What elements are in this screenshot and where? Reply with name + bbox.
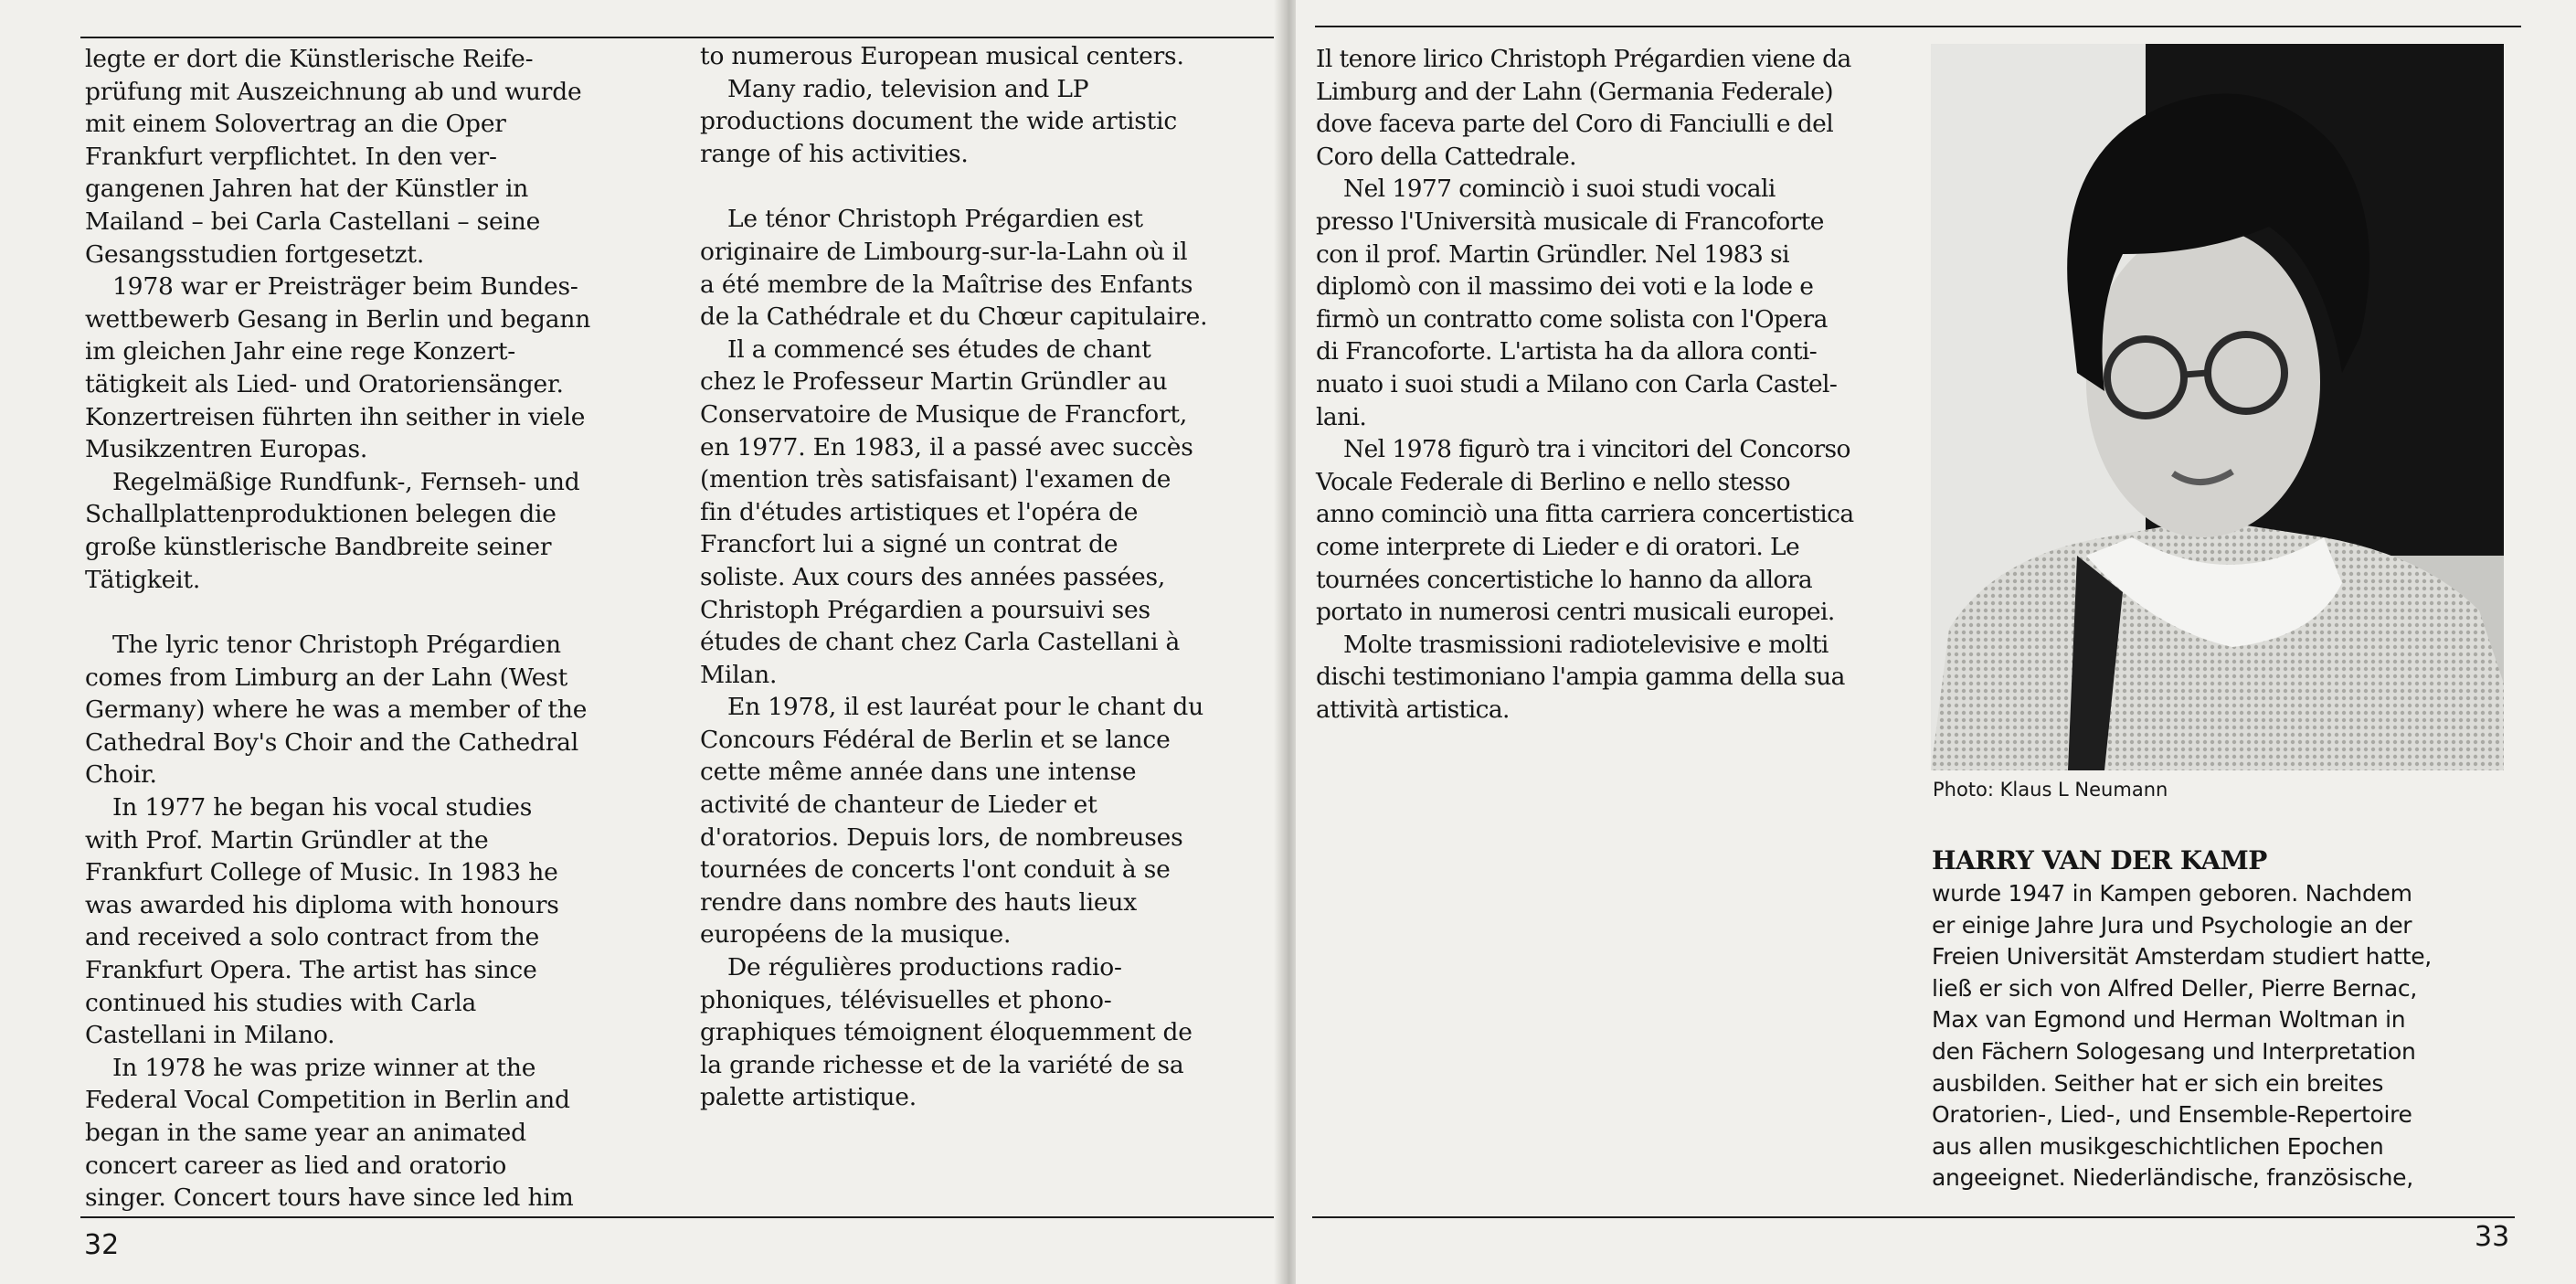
bio-line: er einige Jahre Jura und Psychologie an der: [1932, 911, 2412, 939]
paragraph-gap: [700, 170, 1207, 203]
text-line: mit einem Solovertrag an die Oper: [85, 110, 506, 139]
text-line: chez le Professeur Martin Gründler au: [700, 367, 1168, 397]
text-line: continued his studies with Carla: [85, 988, 477, 1017]
text-line: Cathedral Boy's Choir and the Cathedral: [85, 727, 579, 757]
text-line: Germany) where he was a member of the: [85, 695, 588, 725]
text-line: was awarded his diploma with honours: [85, 890, 559, 919]
text-line: graphiques témoignent éloquemment de: [700, 1018, 1193, 1047]
text-line: dove faceva parte del Coro di Fanciulli e del: [1316, 110, 1834, 139]
text-line: legte er dort die Künstlerische Reife-: [85, 45, 534, 73]
text-line: (mention très satisfaisant) l'examen de: [700, 465, 1171, 494]
text-line: Limburg and der Lahn (Germania Federale): [1316, 77, 1834, 106]
text-line: Federal Vocal Competition in Berlin and: [85, 1086, 570, 1115]
text-line: tätigkeit als Lied- und Oratoriensänger.: [85, 369, 564, 398]
left-column-german-english: [85, 43, 590, 1215]
text-line: Molte trasmissioni radiotelevisive e molti: [1343, 630, 1829, 659]
left-column-english-french: [700, 40, 1207, 1114]
text-line: activité de chanteur de Lieder et: [700, 791, 1097, 820]
portrait-image: [1931, 44, 2504, 770]
bio-line: Freien Universität Amsterdam studiert hatte,: [1932, 943, 2432, 971]
text-line: nuato i suoi studi a Milano con Carla Castel-: [1316, 369, 1838, 398]
text-line: Regelmäßige Rundfunk-, Fernseh- und: [112, 467, 580, 496]
paragraph-gap: [85, 596, 590, 629]
text-line: productions document the wide artistic: [700, 107, 1178, 136]
text-line: diplomò con il massimo dei voti e la lode e: [1316, 272, 1814, 302]
text-line: Frankfurt College of Music. In 1983 he: [85, 858, 558, 887]
text-line: rendre dans nombre des hauts lieux: [700, 887, 1138, 917]
text-line: Tätigkeit.: [85, 565, 201, 594]
text-line: Choir.: [85, 760, 157, 790]
photo-caption: Photo: Klaus L Neumann: [1933, 779, 2168, 801]
text-line: De régulières productions radio-: [727, 953, 1122, 982]
page-number-right: 33: [2475, 1221, 2510, 1253]
bottom-rule: [80, 1216, 1275, 1218]
text-line: Il a commencé ses études de chant: [727, 334, 1151, 364]
text-line: con il prof. Martin Gründler. Nel 1983 si: [1316, 239, 1789, 269]
text-line: portato in numerosi centri musicali europei.: [1316, 598, 1835, 627]
text-line: began in the same year an animated: [85, 1119, 526, 1147]
portrait-photo: [1931, 44, 2504, 770]
text-line: Concours Fédéral de Berlin et se lance: [700, 725, 1171, 754]
text-line: soliste. Aux cours des années passées,: [700, 562, 1166, 591]
text-line: En 1978, il est lauréat pour le chant du: [727, 693, 1203, 722]
text-line: Many radio, television and LP: [727, 74, 1089, 103]
text-line: Vocale Federale di Berlino e nello stesso: [1316, 467, 1790, 496]
text-line: Coro della Cattedrale.: [1316, 142, 1576, 171]
bio-line: aus allen musikgeschichtlichen Epochen: [1932, 1132, 2384, 1160]
text-line: come interprete di Lieder e di oratori. Le: [1316, 532, 1800, 561]
text-line: études de chant chez Carla Castellani à: [700, 628, 1181, 657]
text-line: Musikzentren Europas.: [85, 435, 368, 464]
text-line: Il tenore lirico Christoph Prégardien viene da: [1316, 45, 1851, 73]
bio-line: angeeignet. Niederländische, französische,: [1932, 1164, 2413, 1192]
text-line: tournées de concerts l'ont conduit à se: [700, 855, 1171, 885]
bottom-rule: [1312, 1216, 2515, 1218]
text-line: fin d'études artistiques et l'opéra de: [700, 497, 1139, 526]
text-line: Christoph Prégardien a poursuivi ses: [700, 595, 1150, 624]
text-line: la grande richesse et de la variété de sa: [700, 1050, 1184, 1079]
text-line: comes from Limburg an der Lahn (West: [85, 663, 568, 692]
text-line: Nel 1977 cominciò i suoi studi vocali: [1343, 175, 1776, 204]
page-number-left: 32: [84, 1229, 120, 1261]
top-rule: [80, 37, 1275, 38]
text-line: concert career as lied and oratorio: [85, 1151, 507, 1180]
text-line: and received a solo contract from the: [85, 923, 540, 952]
text-line: anno cominciò una fitta carriera concertistica: [1316, 500, 1854, 529]
text-line: im gleichen Jahr eine rege Konzert-: [85, 337, 516, 366]
text-line: européens de la musique.: [700, 920, 1012, 950]
text-line: palette artistique.: [700, 1083, 917, 1112]
text-line: Castellani in Milano.: [85, 1021, 335, 1050]
text-line: 1978 war er Preisträger beim Bundes-: [112, 272, 578, 302]
text-line: Milan.: [700, 660, 778, 689]
text-line: Le ténor Christoph Prégardien est: [727, 205, 1143, 234]
bio-line: Max van Egmond und Herman Woltman in: [1932, 1006, 2406, 1034]
text-line: Nel 1978 figurò tra i vincitori del Concorso: [1343, 435, 1850, 464]
text-line: Francfort lui a signé un contrat de: [700, 530, 1118, 559]
text-line: In 1977 he began his vocal studies: [112, 793, 533, 822]
bio-line: wurde 1947 in Kampen geboren. Nachdem: [1932, 880, 2412, 907]
text-line: a été membre de la Maîtrise des Enfants: [700, 270, 1193, 299]
text-line: gangenen Jahren hat der Künstler in: [85, 175, 529, 204]
text-line: originaire de Limbourg-sur-la-Lahn où il: [700, 237, 1188, 266]
text-line: range of his activities.: [700, 139, 969, 168]
top-rule: [1315, 26, 2521, 27]
text-line: di Francoforte. L'artista ha da allora conti-: [1316, 337, 1818, 366]
bio-heading: HARRY VAN DER KAMP: [1932, 845, 2267, 875]
text-line: attività artistica.: [1316, 695, 1510, 724]
text-line: Mailand – bei Carla Castellani – seine: [85, 207, 541, 236]
text-line: firmò un contratto come solista con l'Opera: [1316, 304, 1828, 334]
text-line: dischi testimoniano l'ampia gamma della sua: [1316, 663, 1845, 692]
bio-line: den Fächern Sologesang und Interpretation: [1932, 1037, 2416, 1065]
text-line: In 1978 he was prize winner at the: [112, 1053, 536, 1082]
text-line: Frankfurt Opera. The artist has since: [85, 956, 537, 985]
text-line: Konzertreisen führten ihn seither in viele: [85, 402, 586, 431]
text-line: presso l'Università musicale di Francoforte: [1316, 207, 1824, 236]
text-line: to numerous European musical centers.: [700, 42, 1184, 70]
bio-line: ließ er sich von Alfred Deller, Pierre Bernac,: [1932, 974, 2417, 1002]
text-line: Frankfurt verpflichtet. In den ver-: [85, 142, 497, 171]
text-line: prüfung mit Auszeichnung ab und wurde: [85, 77, 582, 106]
bio-text: [1932, 878, 2432, 1194]
text-line: The lyric tenor Christoph Prégardien: [112, 631, 561, 660]
text-line: de la Cathédrale et du Chœur capitulaire.: [700, 302, 1208, 332]
left-page: [0, 0, 1287, 1284]
bio-line: ausbilden. Seither hat er sich ein breites: [1932, 1069, 2384, 1097]
right-column-italian: [1316, 43, 1854, 726]
text-line: Conservatoire de Musique de Francfort,: [700, 399, 1188, 429]
text-line: Gesangsstudien fortgesetzt.: [85, 239, 425, 269]
bio-line: Oratorien-, Lied-, und Ensemble-Repertoire: [1932, 1101, 2412, 1129]
text-line: große künstlerische Bandbreite seiner: [85, 532, 552, 561]
text-line: Schallplattenproduktionen belegen die: [85, 500, 557, 529]
text-line: en 1977. En 1983, il a passé avec succès: [700, 432, 1193, 462]
text-line: d'oratorios. Depuis lors, de nombreuses: [700, 822, 1183, 852]
text-line: with Prof. Martin Gründler at the: [85, 825, 489, 854]
text-line: wettbewerb Gesang in Berlin und begann: [85, 304, 591, 334]
text-line: tournées concertistiche lo hanno da allora: [1316, 565, 1813, 594]
text-line: phoniques, télévisuelles et phono-: [700, 985, 1112, 1014]
text-line: cette même année dans une intense: [700, 758, 1137, 787]
text-line: lani.: [1316, 402, 1367, 431]
text-line: singer. Concert tours have since led him: [85, 1183, 574, 1213]
